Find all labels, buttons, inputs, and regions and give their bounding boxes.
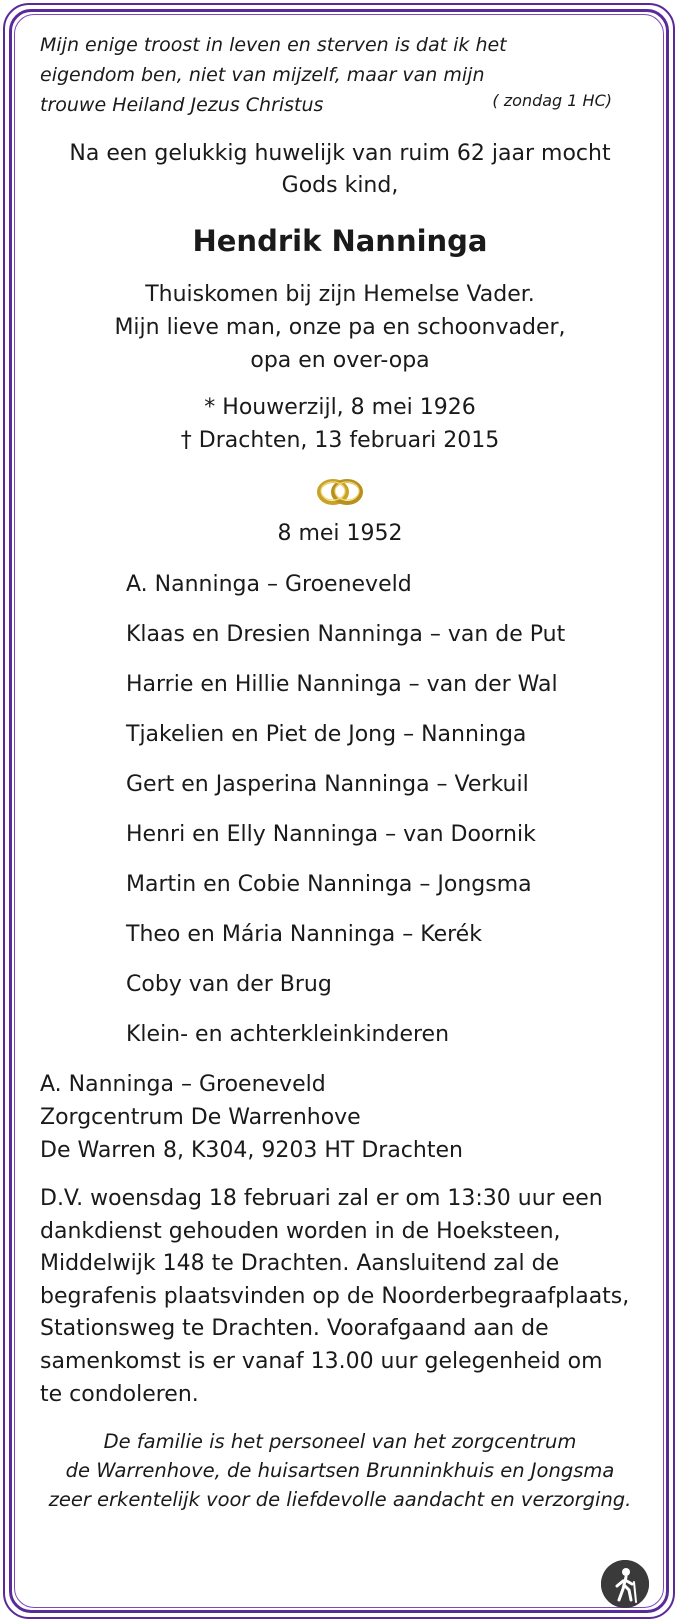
family-member: Gert en Jasperina Nanninga – Verkuil — [126, 772, 529, 797]
intro-line: Na een gelukkig huwelijk van ruim 62 jaar mocht — [69, 141, 611, 166]
family-member: Klein- en achterkleinkinderen — [126, 1022, 450, 1047]
bible-quote — [40, 30, 640, 120]
family-member: Henri en Elly Nanninga – van Doornik — [126, 822, 536, 847]
thanks-line: de Warrenhove, de huisartsen Brunninkhuis en Jongsma — [65, 1459, 615, 1483]
family-member: Martin en Cobie Nanninga – Jongsma — [126, 872, 532, 897]
service-line: Stationsweg te Drachten. Voorafgaand aan de — [40, 1316, 549, 1342]
wedding-rings-icon — [40, 471, 640, 515]
family-member: Klaas en Dresien Nanninga – van de Put — [126, 622, 566, 647]
family-member: Coby van der Brug — [126, 972, 332, 997]
obituary — [40, 30, 640, 1514]
wedding-date: 8 mei 1952 — [277, 521, 403, 546]
birth-date: * Houwerzijl, 8 mei 1926 — [204, 395, 476, 420]
service-line: begrafenis plaatsvinden op de Noorderbegraafplaats, — [40, 1283, 630, 1309]
thanks-line: zeer erkentelijk voor de liefdevolle aandacht en verzorging. — [48, 1488, 632, 1512]
subtitle-line: Mijn lieve man, onze pa en schoonvader, — [114, 315, 566, 340]
service-line: te condoleren. — [40, 1381, 199, 1407]
address-line: De Warren 8, K304, 9203 HT Drachten — [40, 1138, 463, 1163]
address-line: A. Nanninga – Groeneveld — [40, 1072, 326, 1097]
subtitle — [40, 278, 640, 377]
deceased-name: Hendrik Nanninga — [192, 224, 488, 258]
family-member: A. Nanninga – Groeneveld — [126, 572, 412, 597]
quote-line: eigendom ben, niet van mijzelf, maar van mijn — [40, 64, 485, 86]
family-list — [40, 560, 640, 1060]
death-date: † Drachten, 13 februari 2015 — [180, 428, 500, 453]
family-member: Harrie en Hillie Nanninga – van der Wal — [126, 672, 558, 697]
quote-line: trouwe Heiland Jezus Christus — [40, 94, 324, 116]
service-line: samenkomst is er vanaf 13.00 uur gelegenheid om — [40, 1348, 603, 1374]
thanks-line: De familie is het personeel van het zorgcentrum — [103, 1430, 577, 1454]
subtitle-line: Thuiskomen bij zijn Hemelse Vader. — [145, 282, 535, 307]
intro-text — [40, 138, 640, 202]
quote-line: Mijn enige troost in leven en sterven is dat ik het — [40, 34, 507, 56]
service-line: dankdienst gehouden worden in de Hoeksteen, — [40, 1218, 561, 1244]
quote-reference: ( zondag 1 HC) — [492, 91, 612, 110]
correspondence-address — [40, 1068, 640, 1167]
service-info — [40, 1183, 640, 1411]
address-line: Zorgcentrum De Warrenhove — [40, 1105, 361, 1130]
service-line: Middelwijk 148 te Drachten. Aansluitend zal de — [40, 1251, 560, 1277]
intro-line: Gods kind, — [281, 173, 399, 198]
family-member: Theo en Mária Nanninga – Kerék — [126, 922, 482, 947]
subtitle-line: opa en over-opa — [250, 348, 430, 373]
family-member: Tjakelien en Piet de Jong – Nanninga — [126, 722, 527, 747]
person-walking-icon[interactable] — [601, 1560, 649, 1608]
service-line: D.V. woensdag 18 februari zal er om 13:30 uur een — [40, 1186, 603, 1211]
life-dates — [40, 391, 640, 457]
thanks-note — [40, 1427, 640, 1514]
